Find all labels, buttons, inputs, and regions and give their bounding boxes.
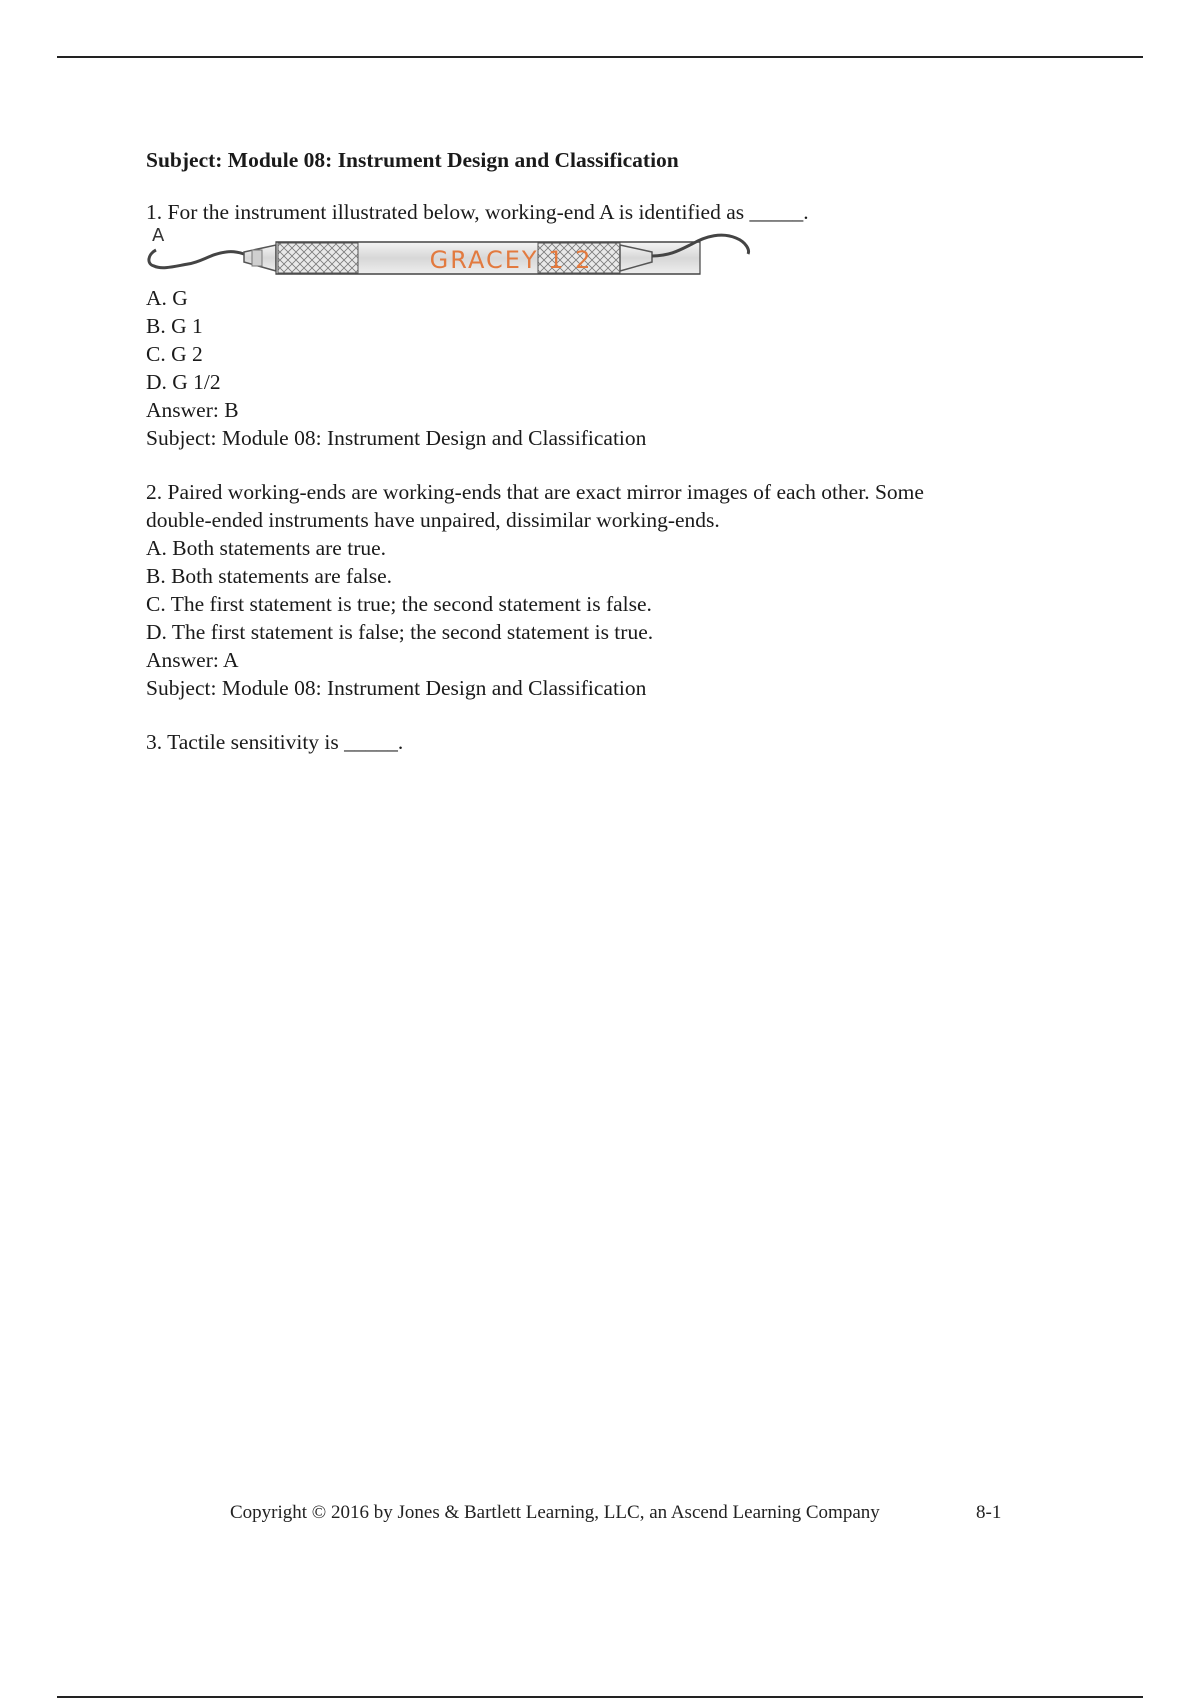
question-1-option-a: A. G	[146, 286, 188, 310]
bottom-rule	[57, 1696, 1143, 1698]
question-2-option-c: C. The first statement is true; the second statement is false.	[146, 592, 652, 616]
question-2-answer: Answer: A	[146, 648, 239, 672]
question-1-option-c: C. G 2	[146, 342, 203, 366]
question-2-option-a: A. Both statements are true.	[146, 536, 387, 560]
top-rule	[57, 56, 1143, 58]
question-2-option-b: B. Both statements are false.	[146, 564, 392, 588]
page-footer	[230, 1502, 1030, 1524]
question-3-prompt: 3. Tactile sensitivity is _____.	[146, 730, 404, 754]
question-1	[146, 198, 1046, 452]
question-2-subject: Subject: Module 08: Instrument Design and Classification	[146, 676, 647, 700]
spacer	[146, 452, 1046, 478]
page-heading: Subject: Module 08: Instrument Design and Classification	[146, 148, 679, 172]
spacer	[146, 702, 1046, 728]
question-1-option-d: D. G 1/2	[146, 370, 221, 394]
page-content	[146, 146, 1046, 756]
working-end-a-label: A	[152, 225, 165, 246]
question-1-answer: Answer: B	[146, 398, 239, 422]
question-2-prompt-line-1: 2. Paired working-ends are working-ends that are exact mirror images of each other. Some	[146, 480, 924, 504]
question-1-subject: Subject: Module 08: Instrument Design and Classification	[146, 426, 647, 450]
copyright-notice: Copyright © 2016 by Jones & Bartlett Learning, LLC, an Ascend Learning Company	[230, 1502, 880, 1523]
page-number: 8-1	[976, 1502, 1002, 1523]
question-2-option-d: D. The first statement is false; the second statement is true.	[146, 620, 654, 644]
gracey-instrument-figure	[140, 224, 800, 288]
question-3	[146, 728, 1046, 756]
question-1-prompt: 1. For the instrument illustrated below, working-end A is identified as _____.	[146, 200, 809, 224]
handle-label: GRACEY 1 2	[429, 246, 593, 274]
question-2	[146, 478, 1046, 702]
question-1-option-b: B. G 1	[146, 314, 203, 338]
question-2-prompt-line-2: double-ended instruments have unpaired, dissimilar working-ends.	[146, 508, 720, 532]
